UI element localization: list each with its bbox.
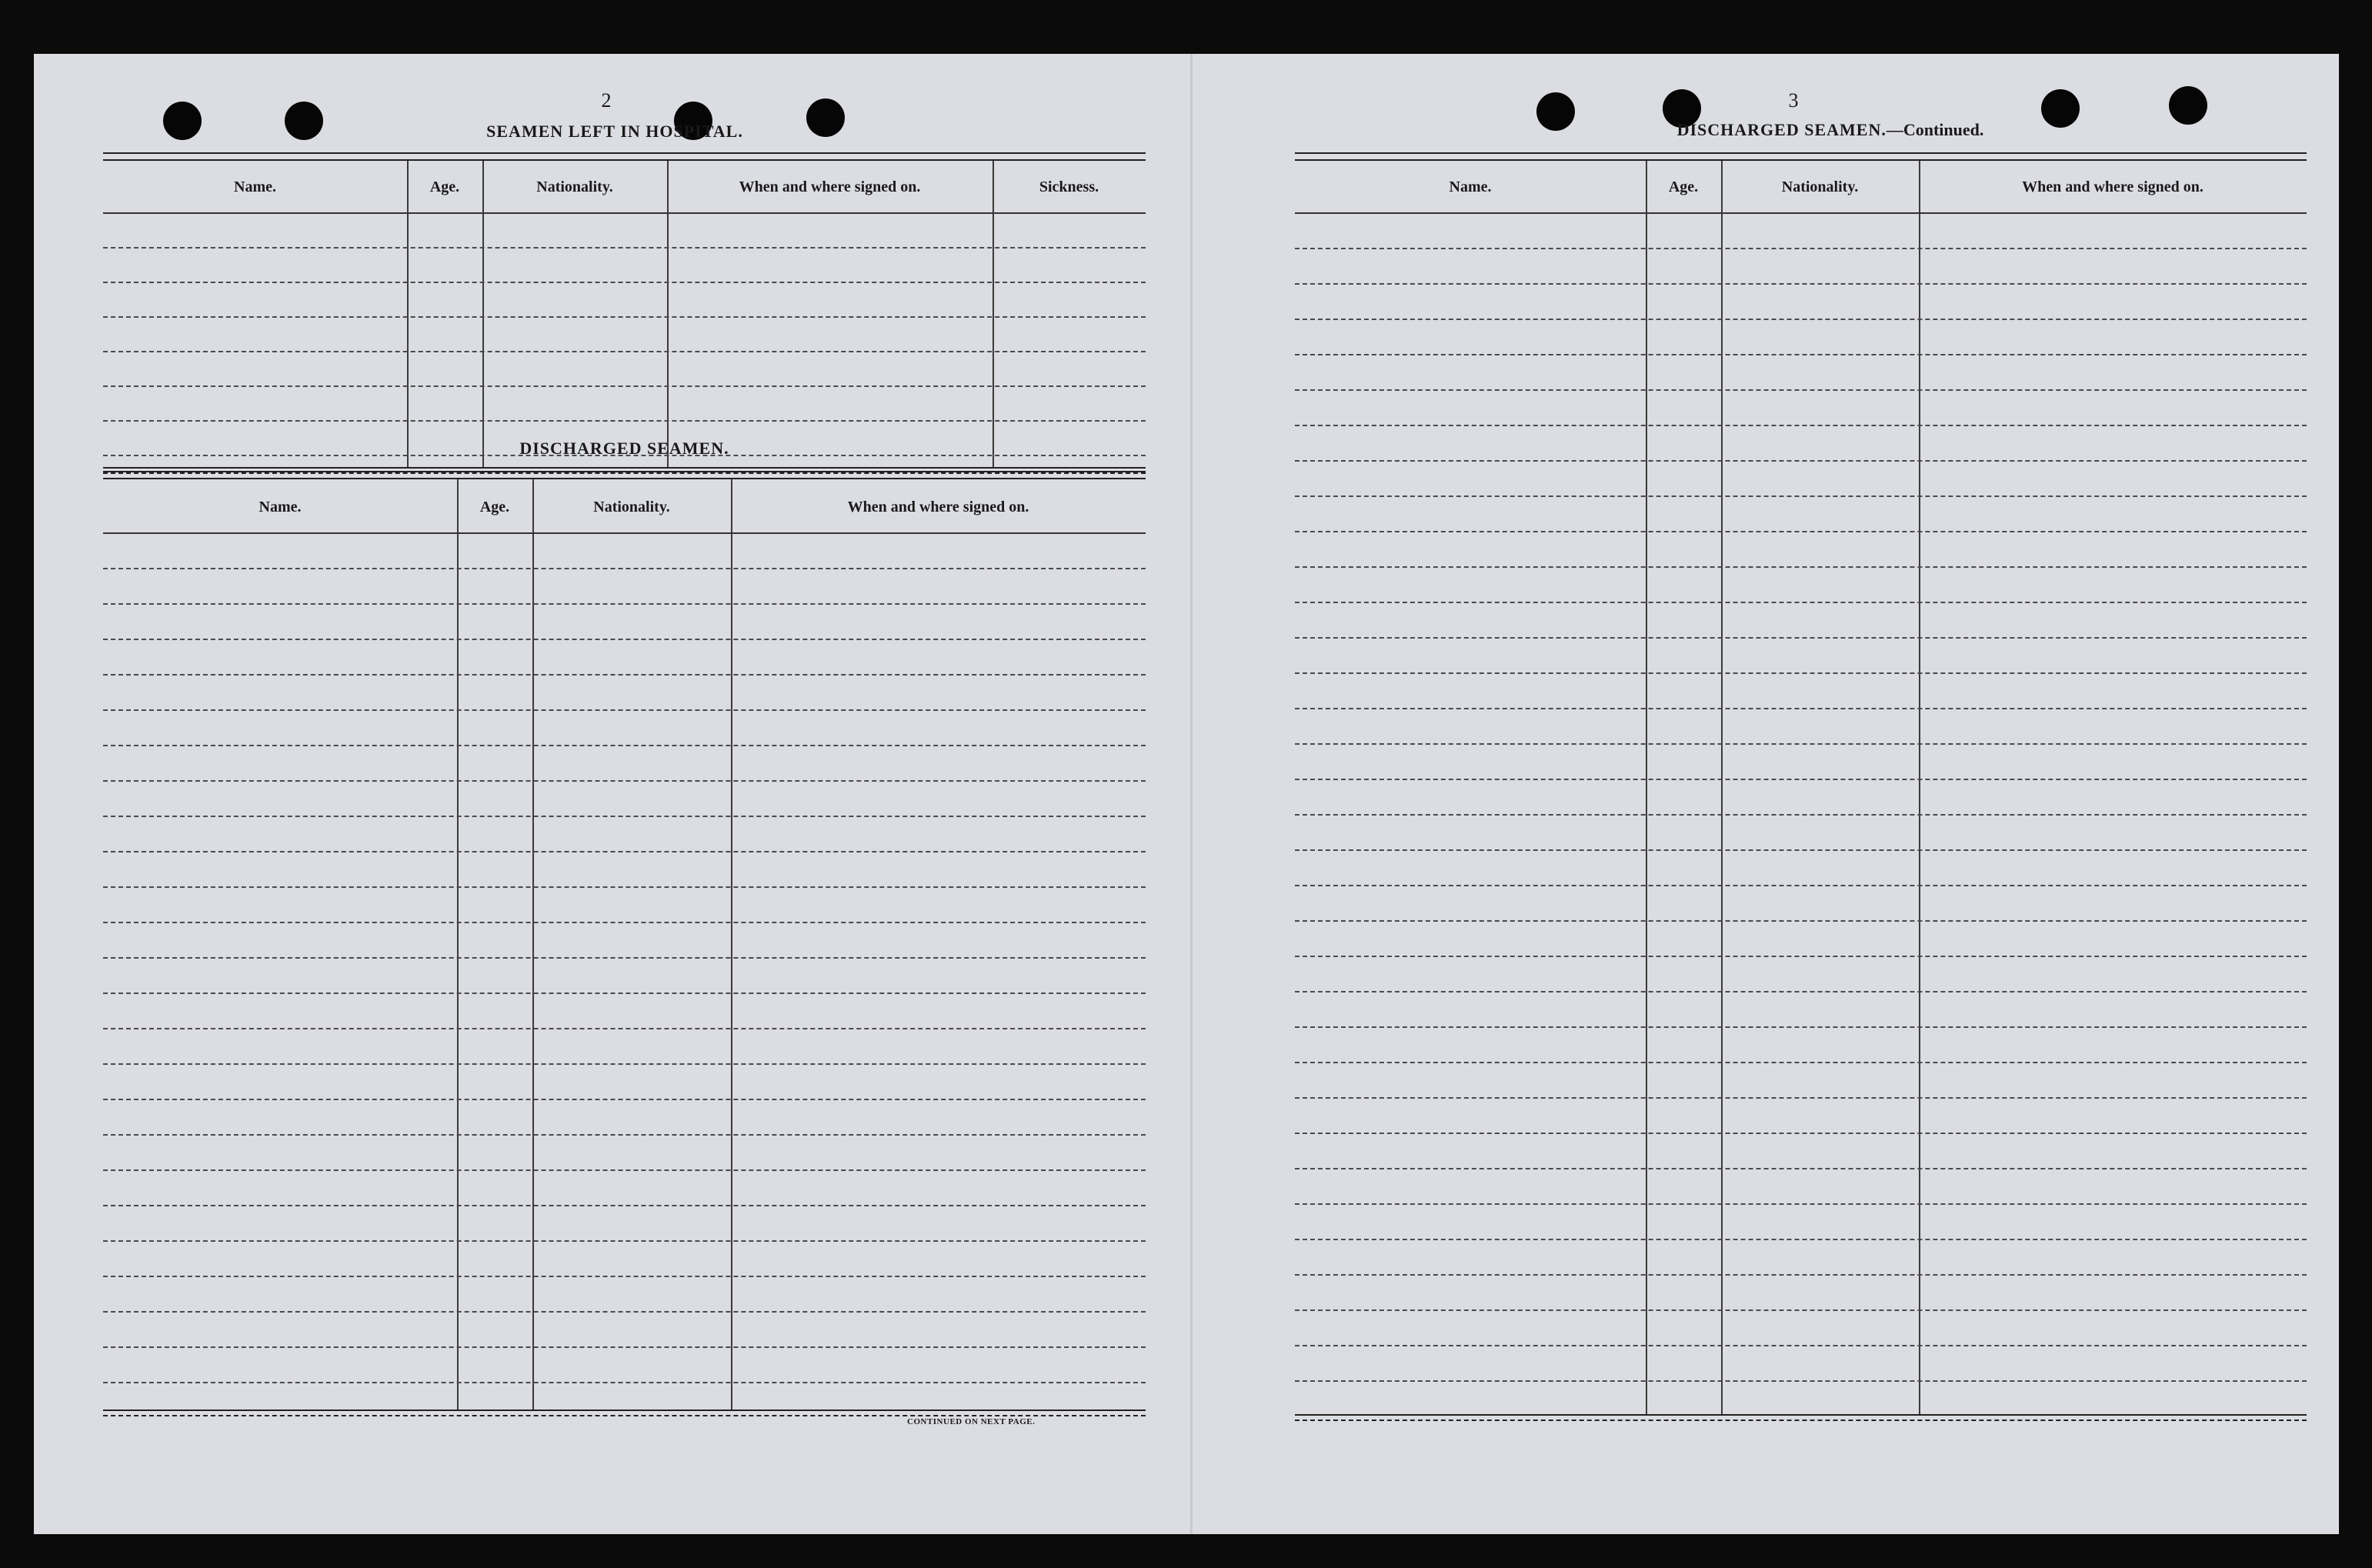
column-header-signed-on: When and where signed on. [847, 499, 1029, 515]
table-row [1295, 779, 2307, 780]
table-row [103, 1346, 1146, 1348]
table-row [1295, 283, 2307, 285]
table-row [103, 1382, 1146, 1383]
punch-hole [1536, 92, 1575, 131]
table-row [103, 957, 1146, 959]
continued-note: CONTINUED ON NEXT PAGE. [907, 1417, 1036, 1426]
section-title-suffix: —Continued. [1886, 120, 1984, 139]
table-row [103, 282, 1146, 283]
table-row [103, 247, 1146, 249]
table-row [103, 886, 1146, 888]
table-row [1295, 1062, 2307, 1063]
column-header-nationality: Nationality. [593, 499, 670, 515]
table-row [103, 568, 1146, 569]
discharged-continued-table [1295, 152, 2307, 1422]
table-row [1295, 1203, 2307, 1205]
table-row [103, 993, 1146, 994]
table-row [103, 316, 1146, 318]
table-row [1295, 1168, 2307, 1169]
table-row [103, 816, 1146, 817]
table-bottom-rule [1295, 1414, 2307, 1421]
page-number: 3 [1788, 89, 1799, 112]
column-header-signed-on: When and where signed on. [2022, 178, 2204, 195]
section-title-text: DISCHARGED SEAMEN. [1676, 120, 1887, 139]
table-row [103, 674, 1146, 676]
table-row [103, 1099, 1146, 1100]
column-header-nationality: Nationality. [1781, 178, 1859, 195]
column-header-name: Name. [234, 178, 276, 195]
table-row [103, 1205, 1146, 1206]
table-row [103, 1134, 1146, 1136]
punch-hole [285, 102, 323, 140]
table-row [1295, 531, 2307, 532]
table-row [103, 922, 1146, 923]
column-header-name: Name. [1449, 178, 1492, 195]
table-row [103, 639, 1146, 640]
table-row [1295, 920, 2307, 922]
table-row [103, 385, 1146, 387]
table-top-rule [103, 152, 1146, 161]
table-row [1295, 1309, 2307, 1311]
table-row [103, 1169, 1146, 1171]
table-top-rule [103, 471, 1146, 479]
table-row [1295, 319, 2307, 320]
table-row [103, 603, 1146, 605]
table-row [103, 780, 1146, 782]
table-row [1295, 1026, 2307, 1028]
punch-hole [2169, 86, 2207, 125]
table-row [103, 420, 1146, 422]
column-header-nationality: Nationality. [536, 178, 613, 195]
table-row [1295, 460, 2307, 462]
table-row [1295, 389, 2307, 391]
column-header-sickness: Sickness. [1039, 178, 1099, 195]
table-row [1295, 814, 2307, 816]
table-row [103, 1028, 1146, 1029]
table-row [103, 709, 1146, 711]
column-header-age: Age. [479, 499, 510, 515]
right-page [1192, 54, 2339, 1534]
table-bottom-rule [103, 1410, 1146, 1416]
table-row [1295, 495, 2307, 497]
punch-hole [163, 102, 202, 140]
column-header-name: Name. [259, 499, 302, 515]
table-row [1295, 991, 2307, 993]
table-row [1295, 849, 2307, 851]
table-row [1295, 1274, 2307, 1276]
table-row [1295, 248, 2307, 249]
table-row [103, 351, 1146, 352]
hospital-table [103, 152, 1146, 474]
header-rule [103, 212, 1146, 214]
table-row [103, 1063, 1146, 1065]
column-header-age: Age. [429, 178, 460, 195]
header-rule [103, 532, 1146, 534]
table-row [103, 1311, 1146, 1313]
table-row [1295, 1097, 2307, 1099]
column-header-age: Age. [1668, 178, 1699, 195]
table-row [1295, 1345, 2307, 1346]
table-top-rule [1295, 152, 2307, 161]
table-row [103, 745, 1146, 746]
table-row [1295, 354, 2307, 355]
table-row [1295, 708, 2307, 709]
header-rule [1295, 212, 2307, 214]
discharged-section-title: DISCHARGED SEAMEN. [519, 439, 729, 458]
table-row [1295, 1133, 2307, 1134]
page-number: 2 [601, 89, 612, 112]
table-row [1295, 566, 2307, 568]
table-row [103, 1276, 1146, 1277]
table-row [1295, 956, 2307, 957]
table-row [103, 1240, 1146, 1242]
register-sheet [34, 54, 2339, 1534]
table-row [103, 851, 1146, 852]
table-row [1295, 1380, 2307, 1382]
table-row [1295, 885, 2307, 886]
discharged-table [103, 471, 1146, 1417]
discharged-continued-title [1600, 120, 2061, 140]
table-row [1295, 425, 2307, 426]
table-row [1295, 1239, 2307, 1240]
left-page [34, 54, 1192, 1534]
table-row [1295, 602, 2307, 603]
table-row [1295, 743, 2307, 745]
table-row [1295, 672, 2307, 674]
hospital-section-title: SEAMEN LEFT IN HOSPITAL. [486, 122, 743, 141]
column-header-signed-on: When and where signed on. [739, 178, 921, 195]
table-row [1295, 637, 2307, 639]
